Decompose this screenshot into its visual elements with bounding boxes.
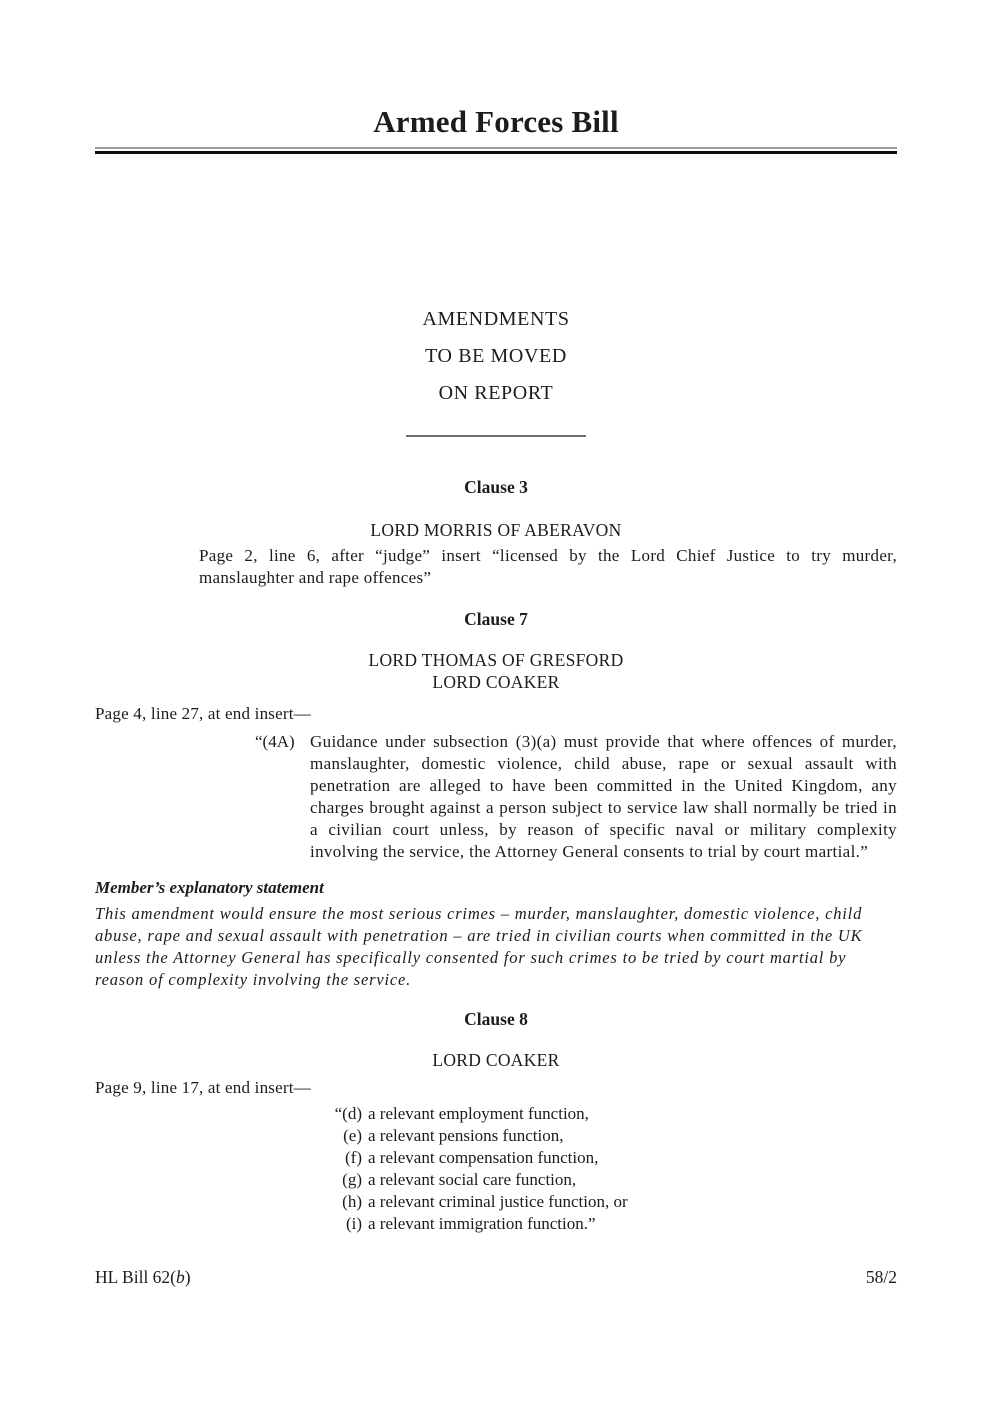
mover-name: LORD MORRIS OF ABERAVON xyxy=(370,520,622,540)
clause-3-section xyxy=(95,475,897,589)
list-item xyxy=(270,1125,897,1147)
clause-3-heading: Clause 3 xyxy=(464,477,528,497)
list-item-text: a relevant social care function, xyxy=(368,1170,577,1189)
list-item xyxy=(270,1191,897,1213)
list-item xyxy=(270,1147,897,1169)
clause-8-instruction: Page 9, line 17, at end insert— xyxy=(95,1078,311,1097)
explanatory-statement-text: This amendment would ensure the most serious crimes – murder, manslaughter, domestic violence, child abuse, rape and sexual assault with penetration – are tried in civilian courts when committed in the UK unless the Attorney General has specifically consented for such crimes to be tried by court martial by reason of complexity involving the service. xyxy=(95,904,863,989)
footer-bill-letter: b xyxy=(176,1267,185,1287)
list-item-label: (h) xyxy=(342,1192,362,1211)
list-item xyxy=(270,1169,897,1191)
clause-7-instruction: Page 4, line 27, at end insert— xyxy=(95,704,311,723)
preamble-line-amendments: AMENDMENTS xyxy=(422,308,570,330)
document-title: Armed Forces Bill xyxy=(373,104,619,139)
list-item-text: a relevant compensation function, xyxy=(368,1148,599,1167)
footer-page-number: 58/2 xyxy=(865,1267,897,1287)
title-rule-thick-line xyxy=(95,151,897,154)
list-item-label: (g) xyxy=(342,1170,362,1189)
clause-7-section xyxy=(95,607,897,991)
preamble xyxy=(95,307,897,405)
footer-bill-number xyxy=(95,1266,191,1288)
list-item-text: a relevant criminal justice function, or xyxy=(368,1192,628,1211)
preamble-line-on-report: ON REPORT xyxy=(438,382,554,404)
footer-bill-suffix: ) xyxy=(184,1267,191,1287)
list-item-label: (i) xyxy=(345,1214,362,1233)
function-list xyxy=(95,1103,897,1235)
list-item-label: (e) xyxy=(343,1126,362,1145)
mover-name: LORD COAKER xyxy=(432,672,560,692)
list-item-text: a relevant employment function, xyxy=(368,1104,589,1123)
list-item xyxy=(270,1213,897,1235)
subsection-text: Guidance under subsection (3)(a) must provide that where offences of murder, manslaughter, domestic violence, child abuse, rape or sexual assault with penetration are alleged to have been committed in the United Kingdom, any charges brought against a person subject to service law shall normally be tried in a civilian court unless, by reason of specific naval or military complexity involving the service, the Attorney General consents to trial by court martial.” xyxy=(310,732,897,861)
mover-name: LORD COAKER xyxy=(432,1050,560,1070)
explanatory-statement-heading: Member’s explanatory statement xyxy=(95,878,324,897)
list-item-text: a relevant immigration function.” xyxy=(368,1214,596,1233)
clause-8-heading: Clause 8 xyxy=(464,1009,528,1029)
clause-3-amendment-text: Page 2, line 6, after “judge” insert “licensed by the Lord Chief Justice to try murder, manslaughter and rape offences” xyxy=(199,546,897,587)
mover-name: LORD THOMAS OF GRESFORD xyxy=(368,650,624,670)
clause-8-section xyxy=(95,1007,897,1235)
footer xyxy=(95,1266,897,1288)
clause-3-movers xyxy=(95,519,897,541)
footer-bill-prefix: HL Bill 62( xyxy=(95,1267,177,1287)
list-item-text: a relevant pensions function, xyxy=(368,1126,564,1145)
list-item xyxy=(270,1103,897,1125)
clause-8-movers xyxy=(95,1049,897,1071)
title-rule xyxy=(95,147,897,154)
clause-7-inserted-subsection xyxy=(255,731,897,863)
list-item-label: “(d) xyxy=(334,1104,362,1123)
preamble-line-to-be-moved: TO BE MOVED xyxy=(425,345,567,367)
preamble-separator-rule xyxy=(406,435,586,437)
clause-7-movers xyxy=(95,649,897,693)
clause-7-heading: Clause 7 xyxy=(464,609,528,629)
list-item-label: (f) xyxy=(345,1148,362,1167)
title-rule-thin-line xyxy=(95,147,897,149)
subsection-label: “(4A) xyxy=(255,732,295,751)
